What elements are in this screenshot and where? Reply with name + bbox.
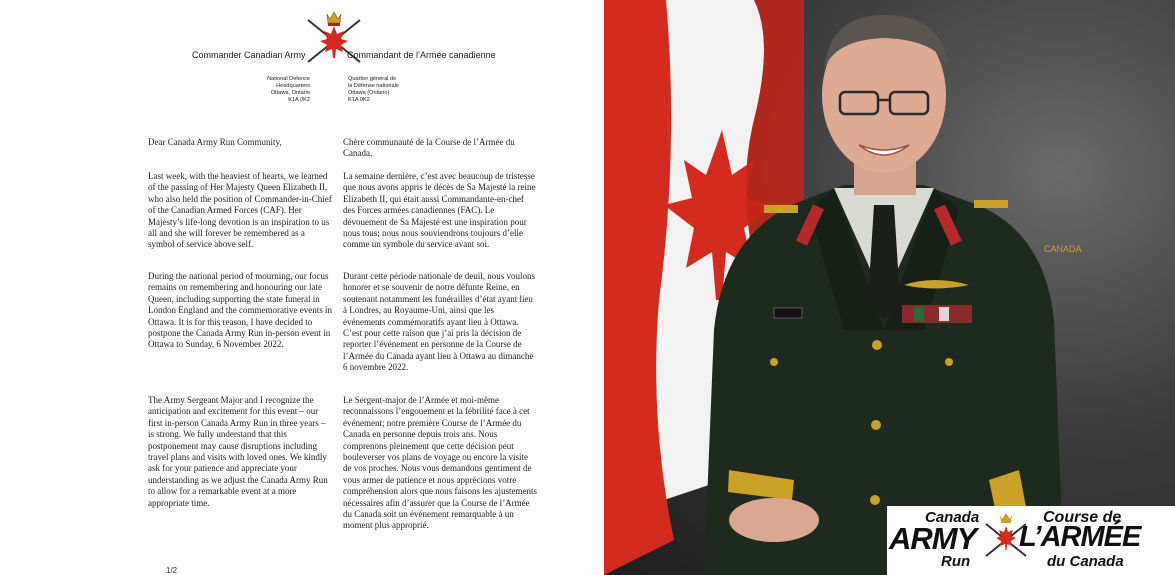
- address-fr: Quartier général de la Défense nationale Ottawa (Ontario) K1A 0K2: [348, 76, 400, 103]
- address-en: National Defence Headquarters Ottawa, Ontario K1A 0K2: [267, 76, 310, 103]
- page-number: 1/2: [166, 566, 178, 575]
- logo-canada-en: Canada: [925, 509, 980, 526]
- paragraph-en-1: Last week, with the heaviest of hearts, we learned of the passing of Her Majesty Queen Elizabeth II, who also held the position of Commander-in-Chief of the Canadian Armed Forces (CAF). Her Majesty’s life-long devotion is an inspiration to us all and she will forever be remembered as a symbol of service above self.: [148, 171, 332, 250]
- paragraph-fr-3: Le Sergent-major de l’Armée et moi-même reconnaissons l’engouement et la fébrilité face à cet événement; notre première Course de l’Armée du Canada en personne depuis trois ans. Nous comprenons pleinement que cette décision peut bouleverser vos plans de voyage ou encore la visite de vos proches. Nous vous demandons gentiment de vous armer de patience et nous apprécions votre compréhension alors que nous faisons les ajustements nécessaires afin d’assurer que la Course de l’Armée du Canada soit un événement remarquable à un moment plus approprié.: [343, 395, 537, 531]
- letterhead-title-fr: Commandant de l’Armée canadienne: [347, 50, 496, 60]
- logo-du-canada: du Canada: [1047, 553, 1124, 570]
- portrait-photo: [604, 0, 1175, 575]
- paragraph-en-3: The Army Sergeant Major and I recognize the anticipation and excitement for this event – our first in-person Canada Army Run in three years – is strong. We fully understand that this postponement may cause disruptions including travel plans and visits with loved ones. We kindly ask for your patience and appreciate your understanding as we adjust the Canada Army Run to allow for a remarkable event at a more appropriate time.: [148, 395, 328, 508]
- paragraph-en-2: During the national period of mourning, our focus remains on remembering and honouring our late Queen, including supporting the state funeral in London England and the commemorative events in Ottawa. It is for this reason, I have decided to postpone the Canada Army Run in-person event in Ottawa to Sunday, 6 November 2022.: [148, 271, 332, 350]
- logo-larmee: L’ARMÉE: [1019, 521, 1141, 553]
- salutation-fr: Chère communauté de la Course de l’Armée du Canada,: [343, 137, 515, 159]
- letterhead-title-en: Commander Canadian Army: [192, 50, 306, 60]
- uniform-shoulder-title: CANADA: [1044, 244, 1082, 254]
- canada-army-run-logo: [887, 506, 1175, 575]
- logo-army: ARMY: [889, 521, 977, 556]
- salutation-en: Dear Canada Army Run Community,: [148, 137, 282, 147]
- paragraph-fr-2: Durant cette période nationale de deuil, nous voulons honorer et se souvenir de notre défunte Reine, en soutenant notamment les funérailles d’état ayant lieu à Londres, au Royaume-Uni, ainsi que les événements commémoratifs ayant lieu à Ottawa. C’est pour cette raison que j’ai pris la décision de reporter l’événement en personne de la Course de l’Armée du Canada ayant lieu à Ottawa au dimanche 6 novembre 2022.: [343, 271, 535, 373]
- logo-run: Run: [941, 553, 971, 570]
- logo-course-de: Course de: [1043, 509, 1122, 526]
- officer-portrait: [644, 0, 1164, 575]
- paragraph-fr-1: La semaine dernière, c’est avec beaucoup de tristesse que nous avons appris le décès de Sa Majesté la reine Elizabeth II, qui était aussi Commandante-en-chef des Forces armées canadiennes (FAC). Le dévouement de Sa Majesté est une inspiration pour nous tous; nous nous souviendrons toujours d’elle comme un symbole du service avant soi.: [343, 171, 536, 250]
